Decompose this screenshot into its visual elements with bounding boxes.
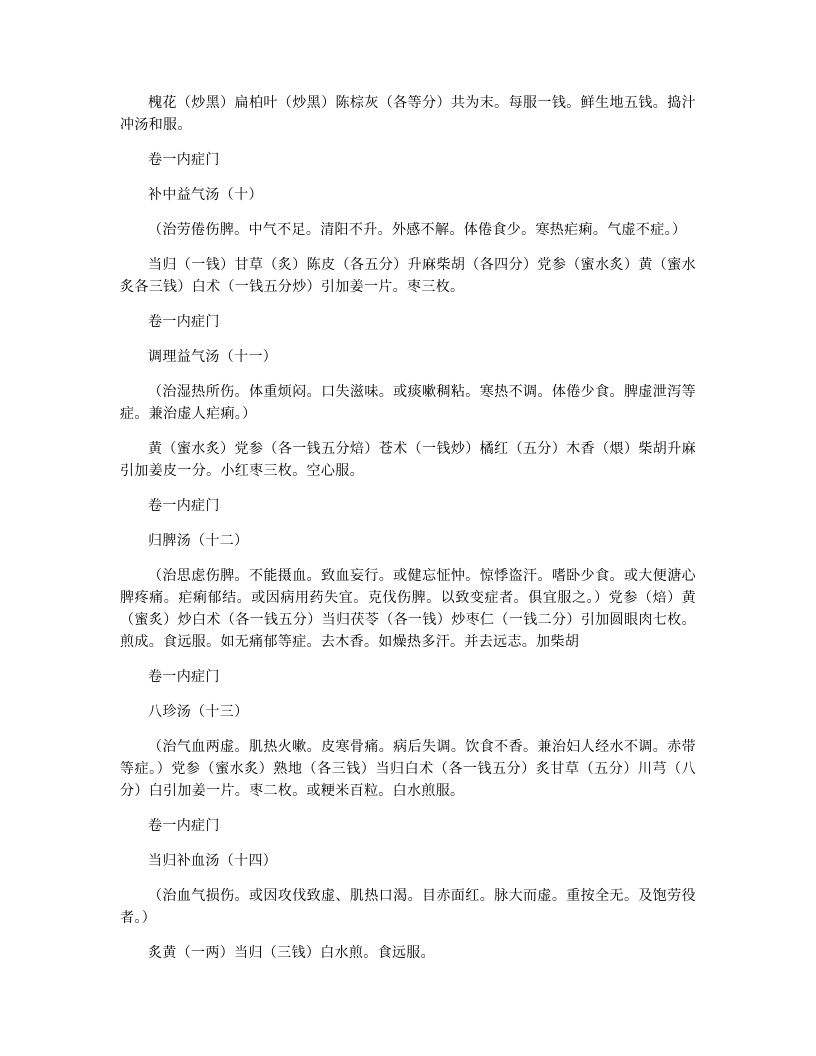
ingredients-text: 黄（蜜水炙）党参（各一钱五分焙）苍术（一钱炒）橘红（五分）木香（煨）柴胡升麻引加姜皮一分。小红枣三枚。空心服。	[120, 441, 696, 479]
document-page	[120, 92, 696, 964]
ingredients-text: 炙黄（一两）当归（三钱）白水煎。食远服。	[148, 945, 435, 961]
indication-text: （治湿热所伤。体重烦闷。口失滋味。或痰嗽稠粘。寒热不调。体倦少食。脾虚泄泻等症。兼治虚人疟痢。）	[120, 384, 696, 422]
formula-title: 调理益气汤（十一）	[148, 349, 278, 365]
formula-title: 归脾汤（十二）	[148, 533, 249, 549]
section-label: 卷一内症门	[148, 669, 220, 685]
indication-text: （治思虑伤脾。不能摄血。致血妄行。或健忘怔忡。惊悸盗汗。嗜卧少食。或大便溏心脾疼痛。疟痢郁结。或因病用药失宜。克伐伤脾。以致变症者。俱宜服之。）党参（焙）黄（蜜炙）炒白术（各一钱五分）当归茯苓（各一钱）炒枣仁（一钱二分）引加圆眼肉七枚。煎成。食远服。如无痛郁等症。去木香。如燥热多汗。并去远志。加柴胡	[120, 568, 696, 650]
formula-title: 当归补血汤（十四）	[148, 853, 278, 869]
indication-text: （治血气损伤。或因攻伐致虚、肌热口渴。目赤面红。脉大而虚。重按全无。及饱劳役者。）	[120, 888, 696, 926]
ingredients-text: 当归（一钱）甘草（炙）陈皮（各五分）升麻柴胡（各四分）党参（蜜水炙）黄（蜜水炙各三钱）白术（一钱五分炒）引加姜一片。枣三枚。	[120, 257, 696, 295]
formula-title: 八珍汤（十三）	[148, 704, 249, 720]
section-label: 卷一内症门	[148, 498, 220, 514]
formula-title: 补中益气汤（十）	[148, 187, 263, 203]
section-label: 卷一内症门	[148, 152, 220, 168]
section-label: 卷一内症门	[148, 818, 220, 834]
indication-text: （治劳倦伤脾。中气不足。清阳不升。外感不解。体倦食少。寒热疟痢。气虚不症。）	[148, 222, 687, 238]
section-label: 卷一内症门	[148, 314, 220, 330]
paragraph: 槐花（炒黑）扁柏叶（炒黑）陈棕灰（各等分）共为末。每服一钱。鲜生地五钱。捣汁冲汤和服。	[120, 95, 696, 133]
indication-text: （治气血两虚。肌热火嗽。皮寒骨痛。病后失调。饮食不香。兼治妇人经水不调。赤带等症。）党参（蜜水炙）熟地（各三钱）当归白术（各一钱五分）炙甘草（五分）川芎（八分）白引加姜一片。枣二枚。或粳米百粒。白水煎服。	[120, 739, 696, 799]
